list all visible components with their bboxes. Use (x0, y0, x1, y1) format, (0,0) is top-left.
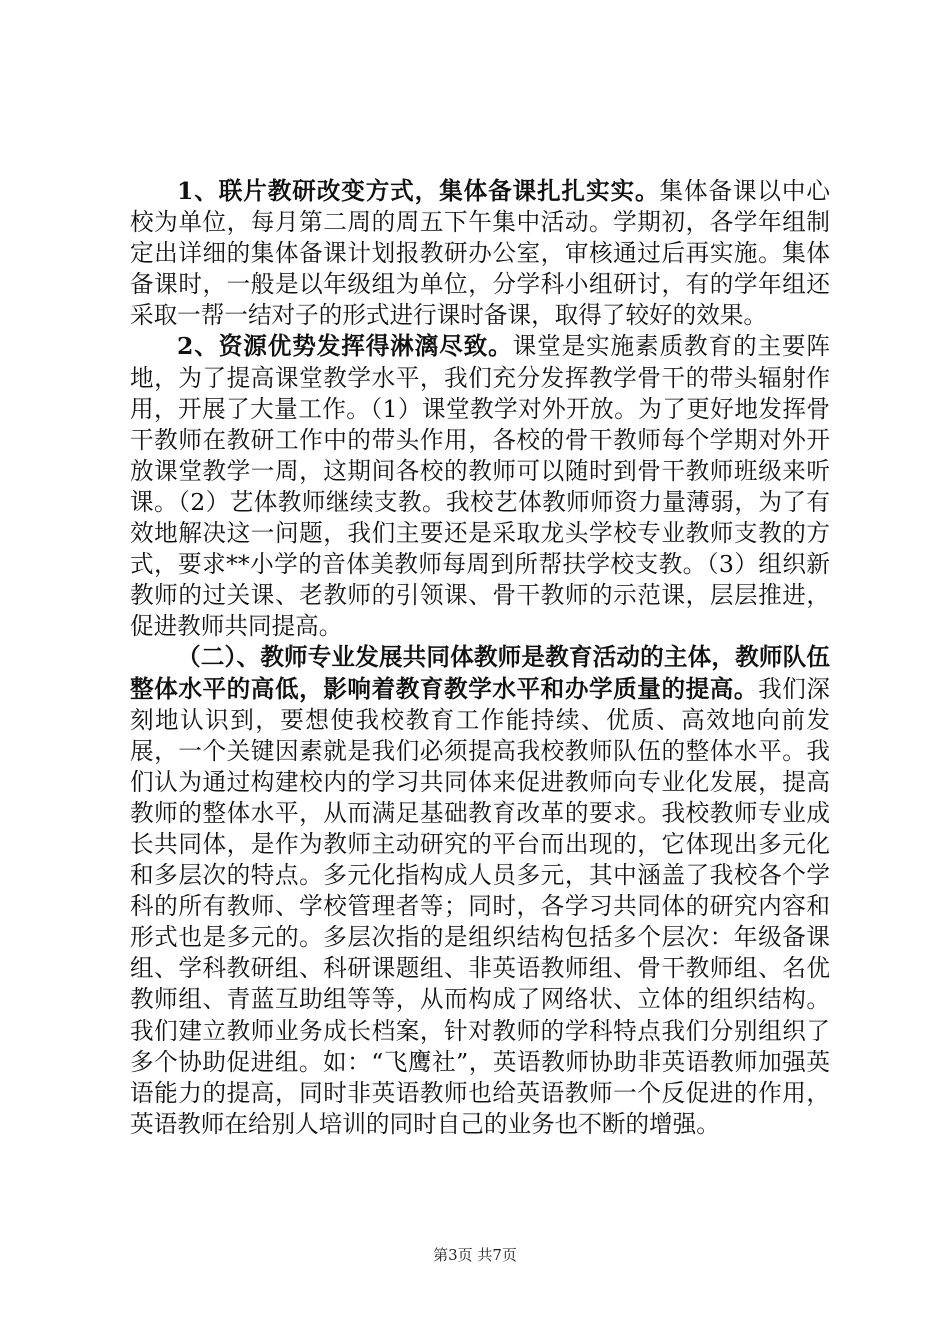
paragraph-3-text: 我们深刻地认识到，要想使我校教育工作能持续、优质、高效地向前发展，一个关键因素就是我们必须提高我校教师队伍的整体水平。我们认为通过构建校内的学习共同体来促进教师向专业化发展，提高教师的整体水平，从而满足基础教育改革的要求。我校教师专业成长共同体，是作为教师主动研究的平台而出现的，它体现出多元化和多层次的特点。多元化指构成人员多元，其中涵盖了我校各个学科的所有教师、学校管理者等；同时，各学习共同体的研究内容和形式也是多元的。多层次指的是组织结构包括多个层次：年级备课组、学科教研组、科研课题组、非英语教师组、骨干教师组、名优教师组、青蓝互助组等等，从而构成了网络状、立体的组织结构。我们建立教师业务成长档案，针对教师的学科特点我们分别组织了多个协助促进组。如：“飞鹰社”，英语教师协助非英语教师加强英语能力的提高，同时非英语教师也给英语教师一个反促进的作用，英语教师在给别人培训的同时自己的业务也不断的增强。 (130, 674, 831, 1138)
document-body (130, 176, 830, 1140)
paragraph-2 (130, 331, 830, 642)
paragraph-1-text: 集体备课以中心校为单位，每月第二周的周五下午集中活动。学期初，各学年组制定出详细的集体备课计划报教研办公室，审核通过后再实施。集体备课时，一般是以年级组为单位，分学科小组研讨，有的学年组还采取一帮一结对子的形式进行课时备课，取得了较好的效果。 (130, 177, 830, 330)
paragraph-1 (130, 176, 830, 331)
page-footer: 第3页 共7页 (433, 1246, 517, 1264)
paragraph-3 (130, 642, 830, 1140)
paragraph-3-heading: （二）、教师专业发展共同体教师是教育活动的主体，教师队伍整体水平的高低，影响着教育教学水平和办学质量的提高。 (130, 643, 830, 703)
paragraph-2-text: 课堂是实施素质教育的主要阵地，为了提高课堂教学水平，我们充分发挥教学骨干的带头辐射作用，开展了大量工作。（1）课堂教学对外开放。为了更好地发挥骨干教师在教研工作中的带头作用，各校的骨干教师每个学期对外开放课堂教学一周，这期间各校的教师可以随时到骨干教师班级来听课。（2）艺体教师继续支教。我校艺体教师师资力量薄弱，为了有效地解决这一问题，我们主要还是采取龙头学校专业教师支教的方式，要求**小学的音体美教师每周到所帮扶学校支教。（3）组织新教师的过关课、老教师的引领课、骨干教师的示范课，层层推进，促进教师共同提高。 (130, 332, 831, 641)
paragraph-1-heading: 1、联片教研改变方式，集体备课扎扎实实。 (177, 177, 660, 205)
paragraph-2-heading: 2、资源优势发挥得淋漓尽致。 (177, 332, 513, 361)
